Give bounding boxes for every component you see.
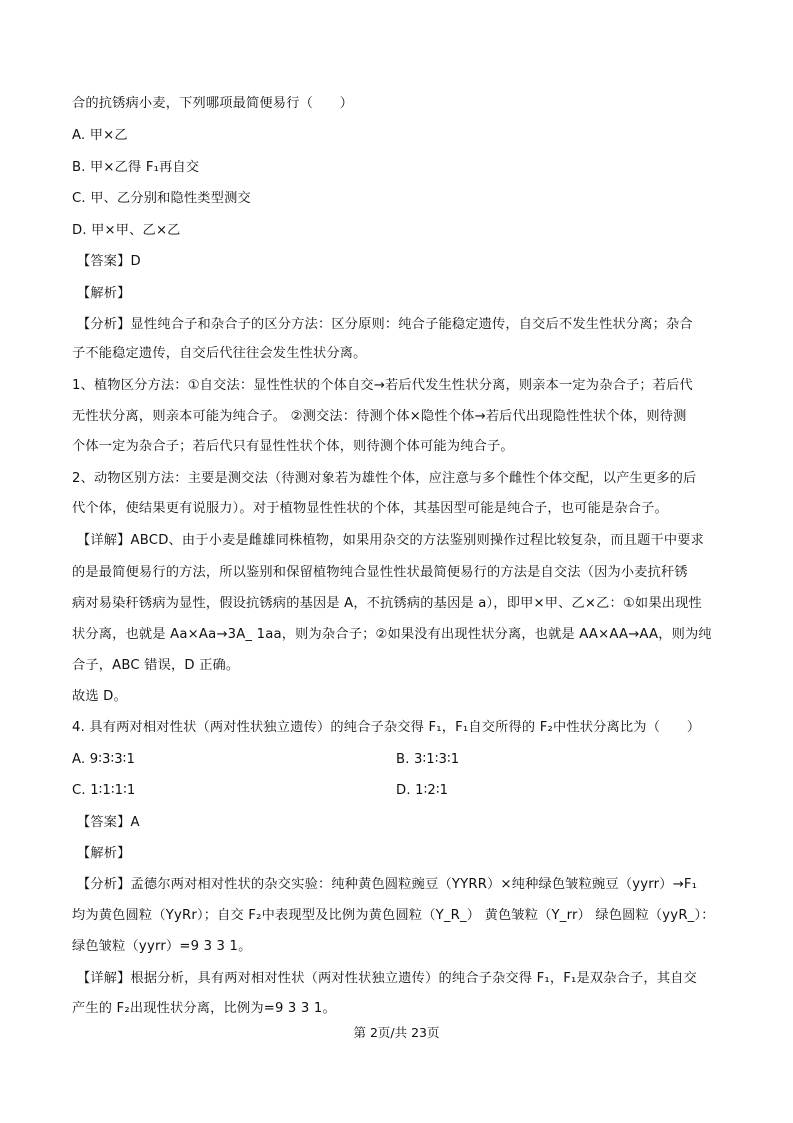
analysis-paragraph: 子不能稳定遗传，自交后代往往会发生性状分离。 (72, 346, 367, 361)
analysis-paragraph: 个体一定为杂合子；若后代只有显性性状个体，则待测个体可能为纯合子。 (72, 439, 514, 454)
detail-paragraph: 【详解】ABCD、由于小麦是雌雄同株植物，如果用杂交的方法鉴别则操作过程比较复杂，而且题干中要求 (77, 533, 705, 548)
option-a: A. 甲×乙 (72, 128, 128, 143)
detail-paragraph: 产生的 F₂出现性状分离，比例为=9 3 3 1。 (72, 1001, 336, 1016)
analysis-paragraph: 【分析】孟德尔两对相对性状的杂交实验：纯种黄色圆粒豌豆（YYRR）×纯种绿色皱粒豌豆（yyrr）→F₁ (77, 877, 698, 892)
answer-label: 【答案】A (77, 815, 140, 830)
option-b: B. 3∶1∶3∶1 (396, 752, 460, 767)
analysis-paragraph: 无性状分离，则亲本可能为纯合子。 ②测交法：待测个体×隐性个体→若后代出现隐性性状个体，则待测 (72, 409, 687, 424)
analysis-heading: 【解析】 (77, 286, 131, 301)
question-4-stem: 4. 具有两对相对性状（两对性状独立遗传）的纯合子杂交得 F₁，F₁自交所得的 F₂中性状分离比为（ ） (72, 720, 701, 735)
option-c: C. 1∶1∶1∶1 (72, 783, 136, 798)
question-3-stem-continuation: 合的抗锈病小麦，下列哪项最简便易行（ ） (72, 96, 354, 111)
detail-paragraph: 状分离，也就是 Aa×Aa→3A_ 1aa，则为杂合子；②如果没有出现性状分离，也就是 AA×AA→AA，则为纯 (72, 627, 712, 642)
page-footer: 第 2页/共 23页 (353, 1025, 440, 1040)
detail-paragraph: 合子，ABC 错误，D 正确。 (72, 658, 240, 673)
analysis-paragraph: 均为黄色圆粒（YyRr）；自交 F₂中表现型及比例为黄色圆粒（Y_R_） 黄色皱粒（Y_rr） 绿色圆粒（yyR_）： (72, 908, 715, 923)
analysis-paragraph: 2、动物区别方法：主要是测交法（待测对象若为雄性个体，应注意与多个雌性个体交配，以产生更多的后 (72, 471, 697, 486)
option-a: A. 9∶3∶3∶1 (72, 752, 136, 767)
analysis-paragraph: 绿色皱粒（yyrr）=9 3 3 1。 (72, 939, 252, 954)
option-d: D. 甲×甲、乙×乙 (72, 223, 181, 238)
detail-paragraph: 的是最简便易行的方法，所以鉴别和保留植物纯合显性性状最简便易行的方法是自交法（因为小麦抗秆锈 (72, 565, 688, 580)
detail-paragraph: 【详解】根据分析，具有两对相对性状（两对性状独立遗传）的纯合子杂交得 F₁，F₁是双杂合子，其自交 (77, 971, 697, 986)
option-c: C. 甲、乙分别和隐性类型测交 (72, 191, 251, 206)
option-d: D. 1∶2∶1 (396, 783, 449, 798)
analysis-paragraph: 代个体，使结果更有说服力）。对于植物显性性状的个体，其基因型可能是纯合子，也可能是杂合子。 (72, 501, 668, 516)
detail-paragraph: 病对易染秆锈病为显性，假设抗锈病的基因是 A，不抗锈病的基因是 a），即甲×甲、乙×乙：①如果出现性 (72, 596, 702, 611)
analysis-heading: 【解析】 (77, 846, 131, 861)
analysis-paragraph: 【分析】显性纯合子和杂合子的区分方法：区分原则：纯合子能稳定遗传，自交后不发生性状分离；杂合 (77, 317, 693, 332)
analysis-paragraph: 1、植物区分方法：①自交法：显性性状的个体自交→若后代发生性状分离，则亲本一定为杂合子；若后代 (72, 378, 693, 393)
choose-statement: 故选 D。 (72, 689, 127, 704)
option-b: B. 甲×乙得 F₁再自交 (72, 160, 200, 175)
answer-label: 【答案】D (77, 254, 141, 269)
